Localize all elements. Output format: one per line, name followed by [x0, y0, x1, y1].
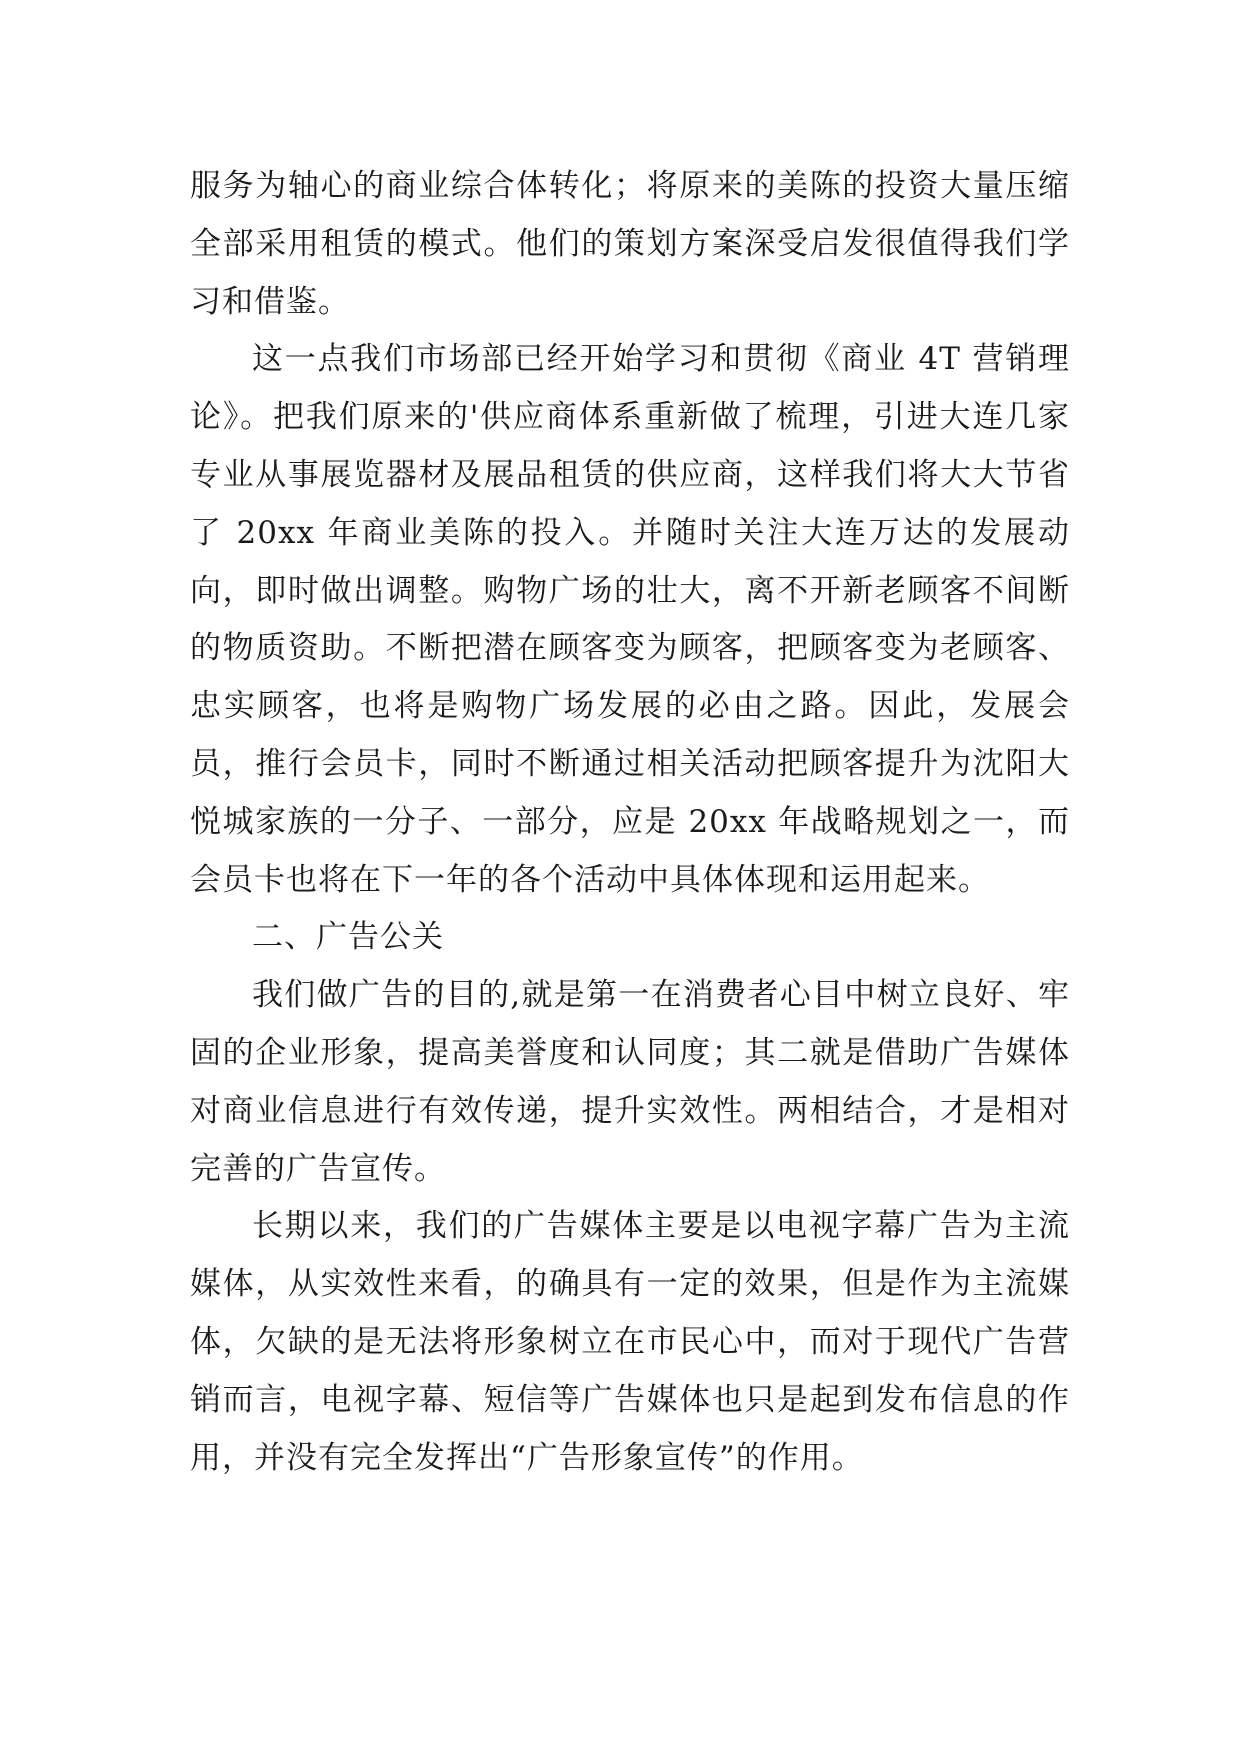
paragraph-4: 长期以来，我们的广告媒体主要是以电视字幕广告为主流媒体，从实效性来看，的确具有一定的效果，但是作为主流媒体，欠缺的是无法将形象树立在市民心中，而对于现代广告营销而言，电视字幕、短信等广告媒体也只是起到发布信息的作用，并没有完全发挥出“广告形象宣传”的作用。: [190, 1208, 1070, 1476]
document-body: [190, 158, 1070, 1487]
paragraph-1: 服务为轴心的商业综合体转化；将原来的美陈的投资大量压缩全部采用租赁的模式。他们的策划方案深受启发很值得我们学习和借鉴。: [190, 168, 1070, 320]
paragraph-2: 这一点我们市场部已经开始学习和贯彻《商业 4T 营销理论》。把我们原来的'供应商体系重新做了梳理，引进大连几家专业从事展览器材及展品租赁的供应商，这样我们将大大节省了 20xx 年商业美陈的投入。并随时关注大连万达的发展动向，即时做出调整。购物广场的壮大，离不开新老顾客不间断的物质资助。不断把潜在顾客变为顾客，把顾客变为老顾客、忠实顾客，也将是购物广场发展的必由之路。因此，发展会员，推行会员卡，同时不断通过相关活动把顾客提升为沈阳大悦城家族的一分子、一部分，应是 20xx 年战略规划之一，而会员卡也将在下一年的各个活动中具体体现和运用起来。: [190, 341, 1070, 898]
section-heading-advertising-pr: 二、广告公关: [252, 919, 444, 956]
paragraph-3: 我们做广告的目的,就是第一在消费者心目中树立良好、牢固的企业形象，提高美誉度和认同度；其二就是借助广告媒体对商业信息进行有效传递，提升实效性。两相结合，才是相对完善的广告宣传。: [190, 977, 1070, 1187]
